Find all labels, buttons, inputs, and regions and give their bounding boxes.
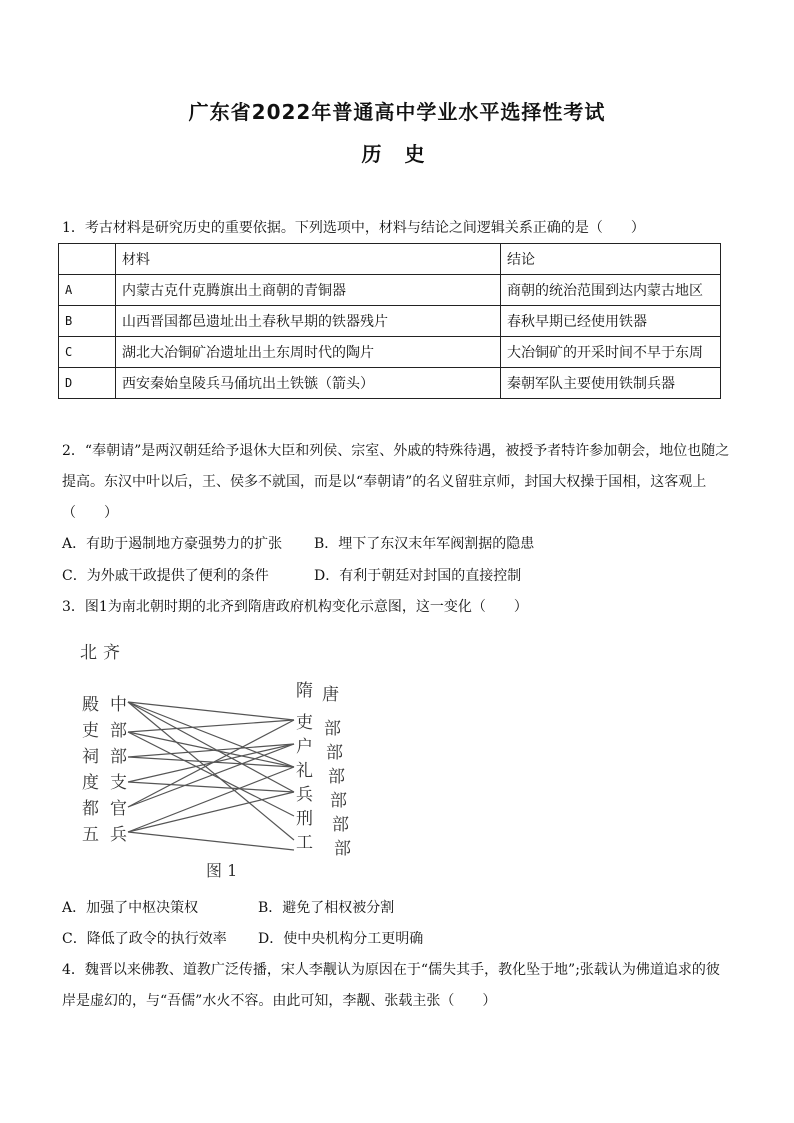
question-4-line-1: 4．魏晋以来佛教、道教广泛传播，宋人李觏认为原因在于“儒失其手，教化坠于地”;张载认为佛道追求的彼 (62, 962, 720, 978)
table-header-cell: 结论 (501, 244, 721, 275)
table-cell: 大冶铜矿的开采时间不早于东周 (501, 337, 721, 368)
figure-caption: 图 1 (206, 861, 238, 880)
question-2-line-1: 2．“奉朝请”是两汉朝廷给予退休大臣和列侯、宗室、外戚的特殊待遇，被授予者特许参加朝会，地位也随之 (62, 443, 730, 459)
question-2-option-d[interactable]: D．有利于朝廷对封国的直接控制 (314, 568, 522, 584)
figure-right-label: 兵 (296, 785, 313, 805)
figure-right-label: 刑 (296, 809, 313, 829)
question-2-line-2: 提高。东汉中叶以后，王、侯多不就国，而是以“奉朝请”的名义留驻京师，封国大权操于国相，这客观上 (62, 474, 707, 490)
figure-right-label: 部 (332, 815, 349, 835)
figure-left-label: 兵 (110, 825, 127, 845)
figure-right-label: 部 (328, 767, 345, 787)
question-2-option-c[interactable]: C．为外戚干政提供了便利的条件 (62, 568, 269, 584)
question-1-table (58, 243, 721, 399)
table-cell: 西安秦始皇陵兵马俑坑出土铁镞（箭头） (116, 368, 501, 399)
figure-left-label: 吏 (82, 721, 99, 741)
exam-title: 广东省2022年普通高中学业水平选择性考试 (188, 100, 606, 124)
figure-right-label: 部 (330, 791, 347, 811)
figure-left-label: 五 (82, 825, 99, 845)
subject-title: 历 史 (361, 142, 433, 166)
figure-right-label: 吏 (296, 713, 313, 733)
table-cell: 湖北大冶铜矿冶遗址出土东周时代的陶片 (116, 337, 501, 368)
question-3-stem: 3．图1为南北朝时期的北齐到隋唐政府机构变化示意图，这一变化（ ） (62, 599, 528, 615)
question-1-stem: 1．考古材料是研究历史的重要依据。下列选项中，材料与结论之间逻辑关系正确的是（ ） (62, 220, 645, 236)
table-header-cell: 材料 (116, 244, 501, 275)
question-3-option-d[interactable]: D．使中央机构分工更明确 (258, 931, 424, 947)
figure-left-label: 殿 (82, 695, 99, 715)
figure-right-label: 隋 (296, 681, 313, 701)
table-cell: C (59, 337, 116, 368)
table-cell: B (59, 306, 116, 337)
figure-left-label: 度 (82, 773, 99, 793)
figure-right-label: 礼 (296, 761, 313, 781)
question-3-option-b[interactable]: B．避免了相权被分割 (258, 900, 395, 916)
figure-right-label: 部 (324, 719, 341, 739)
figure-right-label: 工 (296, 833, 313, 853)
figure-left-label: 都 (82, 799, 99, 819)
table-row (59, 306, 721, 337)
question-2-option-b[interactable]: B．埋下了东汉末年军阀割据的隐患 (314, 536, 535, 552)
question-2-option-a[interactable]: A．有助于遏制地方豪强势力的扩张 (62, 536, 283, 552)
table-header-cell (59, 244, 116, 275)
table-cell: A (59, 275, 116, 306)
table-cell: 山西晋国都邑遗址出土春秋早期的铁器残片 (116, 306, 501, 337)
table-row (59, 337, 721, 368)
table-cell: 春秋早期已经使用铁器 (501, 306, 721, 337)
question-3-option-a[interactable]: A．加强了中枢决策权 (62, 900, 199, 916)
figure-right-label: 唐 (322, 685, 339, 705)
figure-right-label: 户 (296, 737, 313, 757)
table-row (59, 275, 721, 306)
question-2-line-3: （ ） (62, 505, 118, 521)
figure-left-label: 官 (110, 799, 127, 819)
figure-right-label: 部 (334, 839, 351, 859)
question-4-line-2: 岸是虚幻的，与“吾儒”水火不容。由此可知，李觏、张载主张（ ） (62, 993, 497, 1009)
question-3-option-c[interactable]: C．降低了政令的执行效率 (62, 931, 227, 947)
table-cell: 秦朝军队主要使用铁制兵器 (501, 368, 721, 399)
figure-left-label: 祠 (82, 747, 99, 767)
figure-1-diagram (66, 632, 356, 882)
table-cell: D (59, 368, 116, 399)
figure-left-header: 北齐 (80, 643, 126, 663)
figure-left-label: 支 (110, 773, 127, 793)
table-cell: 内蒙古克什克腾旗出土商朝的青铜器 (116, 275, 501, 306)
figure-left-label: 部 (110, 721, 127, 741)
table-header-row (59, 244, 721, 275)
figure-right-label: 部 (326, 743, 343, 763)
figure-left-label: 部 (110, 747, 127, 767)
table-row (59, 368, 721, 399)
figure-left-label: 中 (110, 695, 127, 715)
table-cell: 商朝的统治范围到达内蒙古地区 (501, 275, 721, 306)
